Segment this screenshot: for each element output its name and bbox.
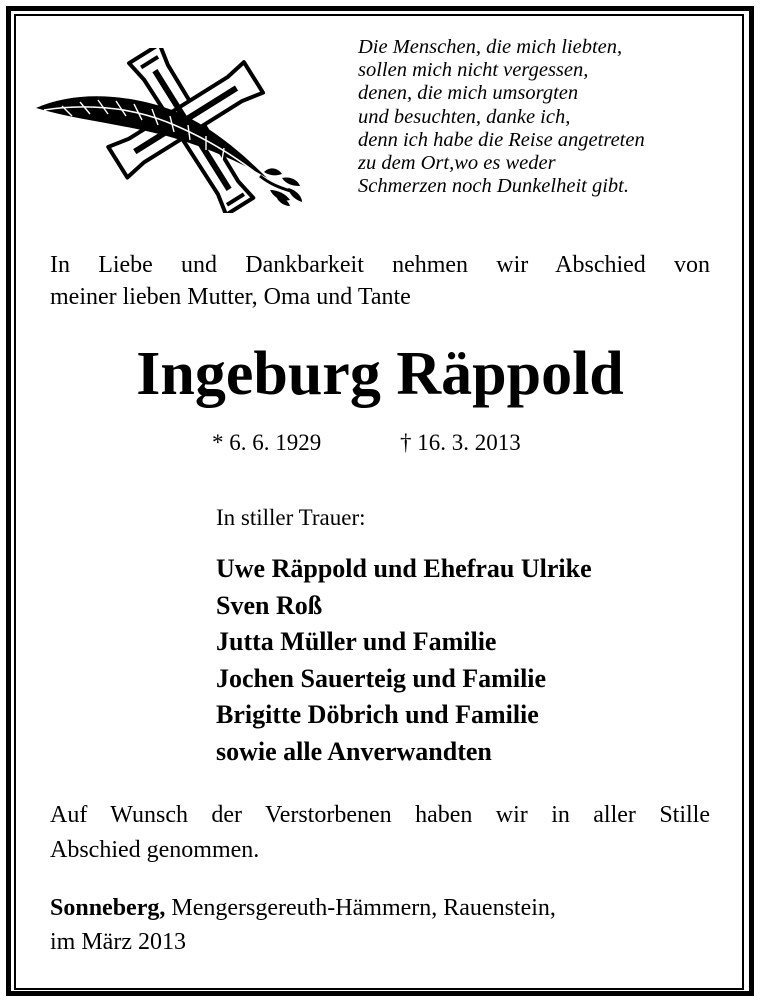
- intro-line-1: In Liebe und Dankbarkeit nehmen wir Abschied von: [50, 252, 710, 278]
- mourners-list: [216, 551, 592, 770]
- place-others: Mengersgereuth-Hämmern, Rauenstein,: [165, 895, 556, 921]
- poem-line: zu dem Ort,wo es weder: [358, 152, 556, 175]
- memorial-poem: [358, 36, 728, 198]
- mourner-entry: Jutta Müller und Familie: [216, 627, 497, 656]
- mourner-entry: Jochen Sauerteig und Familie: [216, 663, 547, 693]
- farewell-note: [50, 798, 710, 868]
- deceased-name: Ingeburg Räppold: [136, 340, 624, 408]
- mourner-entry: Uwe Räppold und Ehefrau Ulrike: [216, 554, 592, 583]
- note-line-2: Abschied genommen.: [50, 837, 260, 863]
- poem-line: und besuchten, danke ich,: [358, 105, 571, 128]
- mourning-heading: In stiller Trauer:: [216, 505, 366, 530]
- place-line: [50, 891, 710, 925]
- poem-line: sollen mich nicht vergessen,: [358, 59, 589, 82]
- poem-line: Die Menschen, die mich liebten,: [358, 36, 623, 58]
- place-and-date: [50, 891, 710, 959]
- intro-line-2: meiner lieben Mutter, Oma und Tante: [50, 284, 411, 310]
- cross-with-palm-frond-icon: [32, 48, 312, 213]
- mourner-entry: Brigitte Döbrich und Familie: [216, 700, 539, 729]
- place-primary: Sonneberg,: [50, 895, 166, 921]
- death-date: † 16. 3. 2013: [400, 430, 521, 455]
- mourner-entry: sowie alle Anverwandten: [216, 736, 492, 766]
- poem-line: denen, die mich umsorgten: [358, 82, 579, 105]
- birth-date: * 6. 6. 1929: [212, 430, 322, 455]
- poem-line: denn ich habe die Reise angetreten: [358, 128, 645, 151]
- intro-text: [50, 249, 710, 313]
- poem-line: Schmerzen noch Dunkelheit gibt.: [358, 175, 629, 198]
- note-line-1: Auf Wunsch der Verstorbenen haben wir in aller Stille: [50, 802, 710, 828]
- mourner-entry: Sven Roß: [216, 590, 323, 620]
- date-line: im März 2013: [50, 929, 186, 955]
